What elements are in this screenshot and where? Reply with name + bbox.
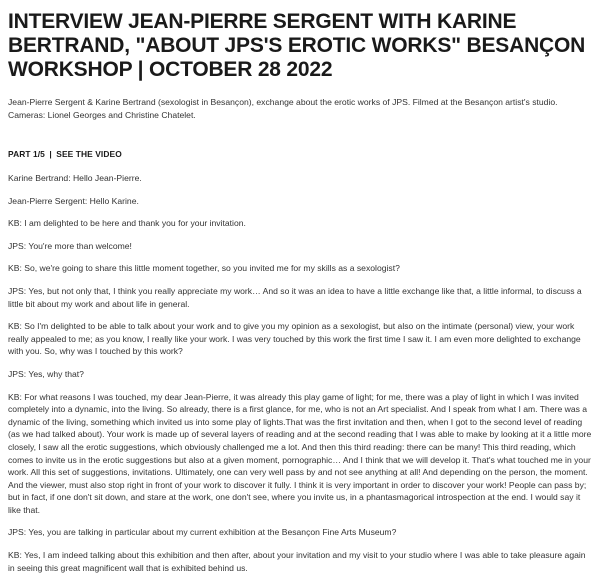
dialogue-line: JPS: Yes, but not only that, I think you really appreciate my work… And so it was an idea to have a little exchange like that, a little informal, to discuss a little bit about my work and about life in general. <box>8 285 582 309</box>
see-video-link[interactable]: SEE THE VIDEO <box>56 149 122 159</box>
dialogue-line: KB: So I'm delighted to be able to talk about your work and to give you my opinion as a sexologist, but also on the intimate (personal) view, your work really appealed to me; as you know, I really like your work. I was very touched by this work the first time I saw it. I am even more delighted to exchange with you. So, why was I touched by this work? <box>8 321 581 357</box>
article-intro: Jean-Pierre Sergent & Karine Bertrand (sexologist in Besançon), exchange about the erotic works of JPS. Filmed at the Besançon artist's studio. Cameras: Lionel Georges and Christine Chatelet. <box>8 97 558 120</box>
dialogue-line: JPS: Yes, why that? <box>8 368 84 379</box>
dialogue-line: JPS: You're more than welcome! <box>8 240 132 251</box>
dialogue-line: Jean-Pierre Sergent: Hello Karine. <box>8 195 139 206</box>
part-label: PART 1/5 <box>8 149 45 159</box>
dialogue-line: KB: I am delighted to be here and thank you for your invitation. <box>8 218 246 229</box>
dialogue <box>8 172 594 574</box>
dialogue-line: KB: So, we're going to share this little moment together, so you invited me for my skills as a sexologist? <box>8 263 400 274</box>
dialogue-line: KB: Yes, I am indeed talking about this exhibition and then after, about your invitation and my visit to your studio where I was able to take pleasure again in seeing this great magnificent wall that is exhibited behind us. <box>8 550 586 573</box>
part-separator: | <box>49 149 52 159</box>
dialogue-line: Karine Bertrand: Hello Jean-Pierre. <box>8 173 142 183</box>
part-header <box>8 148 594 160</box>
dialogue-line: KB: For what reasons I was touched, my dear Jean-Pierre, it was already this play game of light; for me, there was a play of light in which I was invited completely into a dynamic, into the living. So already, there is a first glance, for me, who is not an Art specialist. And I speak from what I am. There was a dynamic of the living, something which invited us into some play of lights.That was the first invitation and then, when I got to the second level of reading (as we had talked about). Your work is made up of several layers of reading and at the second reading that I was able to make by looking at it a little more closely, I saw all the erotic suggestions, which obviously challenged me a lot. And then this third reading: there can be many! This third reading, which comes to invite us in the erotic suggestions but also at a given moment, pornographic… And I think that we will develop it. That's what touched me in your work. All this set of suggestions, invitations. Ultimately, one can very well pass by and not see anything at all! And depending on the person, the moment. And the viewer, must also stop right in front of your work to discover it fully. I think it is very important in order to discover your work! People can pass by; but in fact, if one don't sit down, and stare at the work, one don't see, where you invite us, in a phantasmagorical introspection at the end. I would say it like that. <box>8 391 592 515</box>
dialogue-line: JPS: Yes, you are talking in particular about my current exhibition at the Besançon Fine Arts Museum? <box>8 527 397 538</box>
article-title: INTERVIEW JEAN-PIERRE SERGENT WITH KARINE BERTRAND, "ABOUT JPS'S EROTIC WORKS" BESANÇON WORKSHOP | OCTOBER 28 2022 <box>8 10 586 81</box>
